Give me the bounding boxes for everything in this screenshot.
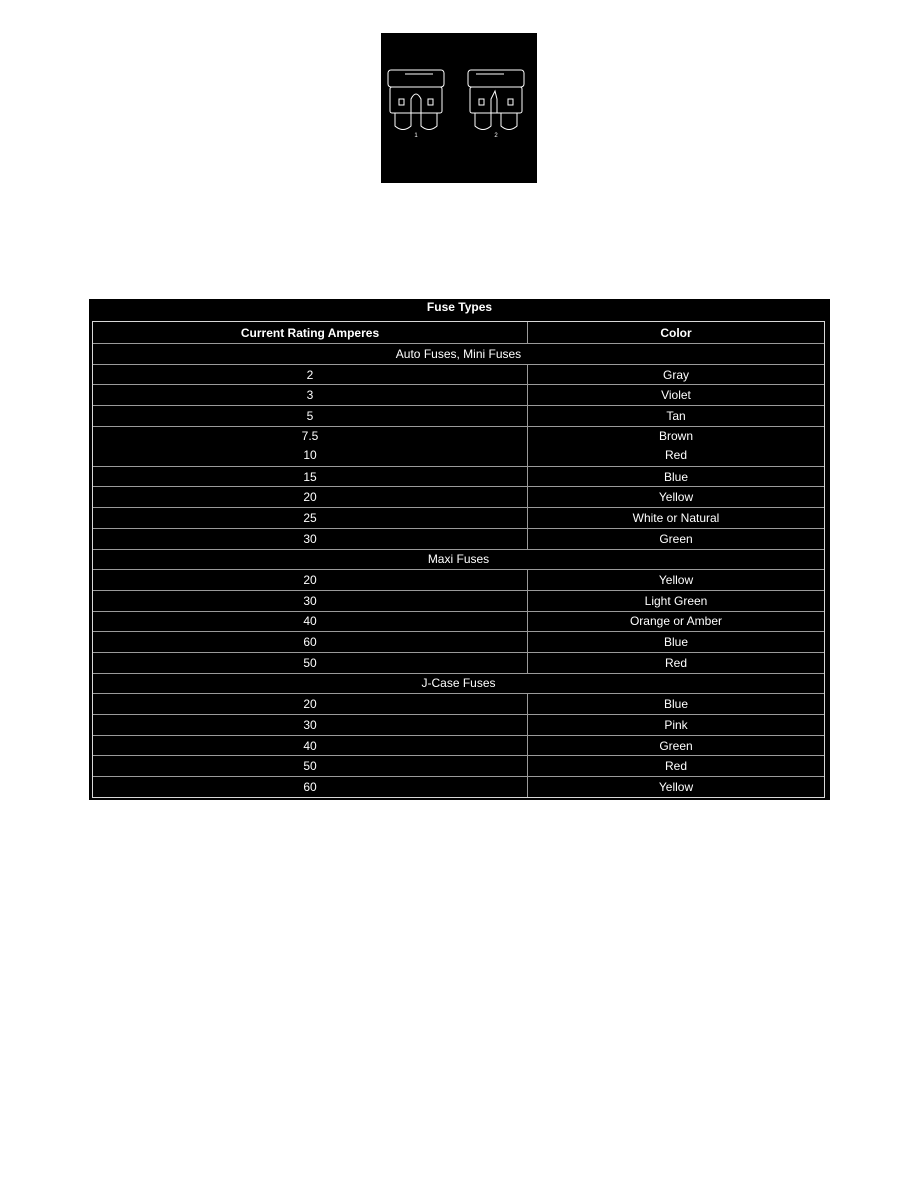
color-cell: Green [528, 528, 825, 549]
color-cell: Orange or Amber [528, 611, 825, 632]
fuse-2-label: 2 [494, 133, 498, 139]
fuse-1-label: 1 [414, 133, 418, 139]
color-cell: Red [528, 652, 825, 673]
table-row [93, 508, 825, 529]
amps-cell: 15 [93, 466, 528, 487]
color-cell: Blue [528, 466, 825, 487]
group-row-auto-mini [93, 344, 825, 365]
amps-cell: 30 [93, 715, 528, 736]
table-row [93, 487, 825, 508]
color-cell: Blue [528, 694, 825, 715]
amps-cell: 50 [93, 756, 528, 777]
amps-cell: 60 [93, 777, 528, 798]
amps-cell: 30 [93, 590, 528, 611]
amps-cell: 60 [93, 632, 528, 653]
color-cell: Red [528, 756, 825, 777]
amps-cell: 3 [93, 385, 528, 406]
amps-cell: 2 [93, 364, 528, 385]
color-cell: Tan [528, 406, 825, 427]
table-row [93, 590, 825, 611]
amps-cell: 20 [93, 694, 528, 715]
amps-cell: 20 [93, 487, 528, 508]
column-header-amps: Current Rating Amperes [93, 322, 528, 344]
table-row [93, 632, 825, 653]
color-cell: Pink [528, 715, 825, 736]
table-row [93, 570, 825, 591]
group-row-jcase [93, 673, 825, 694]
group-label: Auto Fuses, Mini Fuses [93, 344, 825, 365]
column-header-color: Color [528, 322, 825, 344]
fuse-types-table-panel [89, 299, 830, 800]
color-cell: Green [528, 735, 825, 756]
color-cell: Blue [528, 632, 825, 653]
table-row [93, 756, 825, 777]
color-cell: Yellow [528, 487, 825, 508]
color-cell: Gray [528, 364, 825, 385]
group-row-maxi [93, 549, 825, 570]
amps-value: 7.5 [301, 429, 319, 444]
table-title: Fuse Types [426, 300, 493, 314]
color-cell: Yellow [528, 570, 825, 591]
table-header-row [93, 322, 825, 344]
fuse-1-icon [388, 70, 444, 130]
color-value: Red [664, 448, 687, 463]
table-row [93, 406, 825, 427]
table-row [93, 466, 825, 487]
table-row [93, 735, 825, 756]
fuse-illustration [381, 33, 537, 183]
table-row [93, 364, 825, 385]
color-cell: Violet [528, 385, 825, 406]
table-row [93, 652, 825, 673]
table-row [93, 715, 825, 736]
table-row [93, 611, 825, 632]
color-cell: Yellow [528, 777, 825, 798]
group-label: J-Case Fuses [93, 673, 825, 694]
color-cell [528, 426, 825, 466]
color-value: Brown [658, 429, 693, 444]
group-label: Maxi Fuses [93, 549, 825, 570]
color-cell: Light Green [528, 590, 825, 611]
fuse-2-icon [468, 70, 524, 130]
fuse-types-table [92, 321, 825, 798]
amps-cell: 40 [93, 611, 528, 632]
table-row [93, 385, 825, 406]
amps-cell: 25 [93, 508, 528, 529]
amps-cell: 40 [93, 735, 528, 756]
table-row [93, 694, 825, 715]
amps-cell: 5 [93, 406, 528, 427]
table-row [93, 777, 825, 798]
amps-cell [93, 426, 528, 466]
amps-cell: 20 [93, 570, 528, 591]
amps-value: 10 [303, 448, 317, 463]
amps-cell: 50 [93, 652, 528, 673]
table-row [93, 426, 825, 466]
color-cell: White or Natural [528, 508, 825, 529]
fuse-drawing [381, 33, 537, 183]
amps-cell: 30 [93, 528, 528, 549]
table-row [93, 528, 825, 549]
